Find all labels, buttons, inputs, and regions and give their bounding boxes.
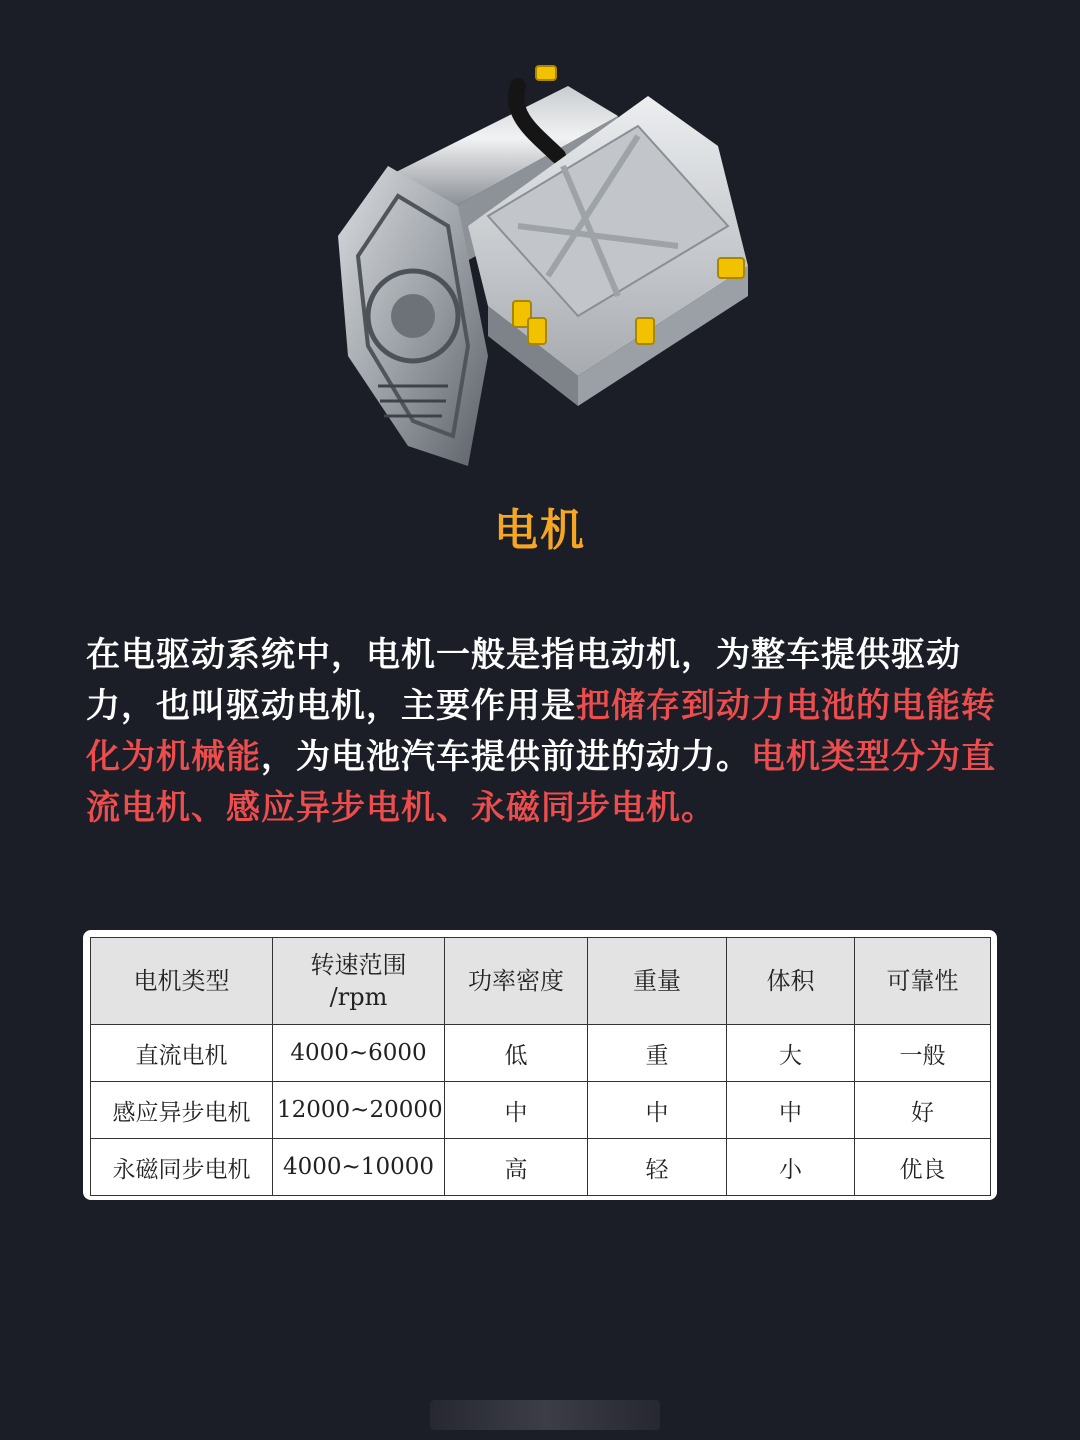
- cell-motor-type: 直流电机: [91, 1025, 273, 1082]
- comparison-table-card: [83, 930, 997, 1200]
- highlight-text-energy: 把储存到动力电池的电能转化为机械能: [86, 686, 996, 777]
- cell-weight: 轻: [588, 1139, 727, 1196]
- cell-motor-type: 感应异步电机: [91, 1082, 273, 1139]
- description-paragraph: [86, 630, 996, 834]
- header-speed-range: [273, 938, 445, 1025]
- cell-volume: 小: [727, 1139, 855, 1196]
- cell-reliability: 一般: [855, 1025, 991, 1082]
- header-motor-type: 电机类型: [91, 938, 273, 1025]
- cell-power-density: 中: [445, 1082, 588, 1139]
- watermark-bar: [430, 1400, 660, 1430]
- highlight-text-types: 电机类型分为直流电机、感应异步电机、永磁同步电机。: [86, 737, 996, 828]
- header-weight: 重量: [588, 938, 727, 1025]
- cell-weight: 重: [588, 1025, 727, 1082]
- electric-motor-image: [318, 56, 758, 476]
- cell-power-density: 高: [445, 1139, 588, 1196]
- cell-reliability: 好: [855, 1082, 991, 1139]
- cell-speed-range: 12000~20000: [273, 1082, 445, 1139]
- header-volume: 体积: [727, 938, 855, 1025]
- description-text: 在电驱动系统中，电机一般是指电动机，为整车提供驱动力，也叫驱动电机，主要作用是: [86, 635, 961, 726]
- cell-volume: 大: [727, 1025, 855, 1082]
- cell-power-density: 低: [445, 1025, 588, 1082]
- cell-speed-range: 4000~6000: [273, 1025, 445, 1082]
- page-title: 电机: [494, 505, 586, 556]
- header-power-density: 功率密度: [445, 938, 588, 1025]
- description-text-cont: ，为电池汽车提供前进的动力。: [261, 737, 751, 777]
- header-reliability: 可靠性: [855, 938, 991, 1025]
- cell-volume: 中: [727, 1082, 855, 1139]
- table-row: [91, 1025, 991, 1082]
- motor-comparison-table: [90, 937, 991, 1196]
- cell-motor-type: 永磁同步电机: [91, 1139, 273, 1196]
- table-row: [91, 1139, 991, 1196]
- table-row: [91, 1082, 991, 1139]
- cell-speed-range: 4000~10000: [273, 1139, 445, 1196]
- cell-weight: 中: [588, 1082, 727, 1139]
- table-header-row: [91, 938, 991, 1025]
- header-speed-range-text: 转速范围 /rpm: [310, 951, 407, 1011]
- cell-reliability: 优良: [855, 1139, 991, 1196]
